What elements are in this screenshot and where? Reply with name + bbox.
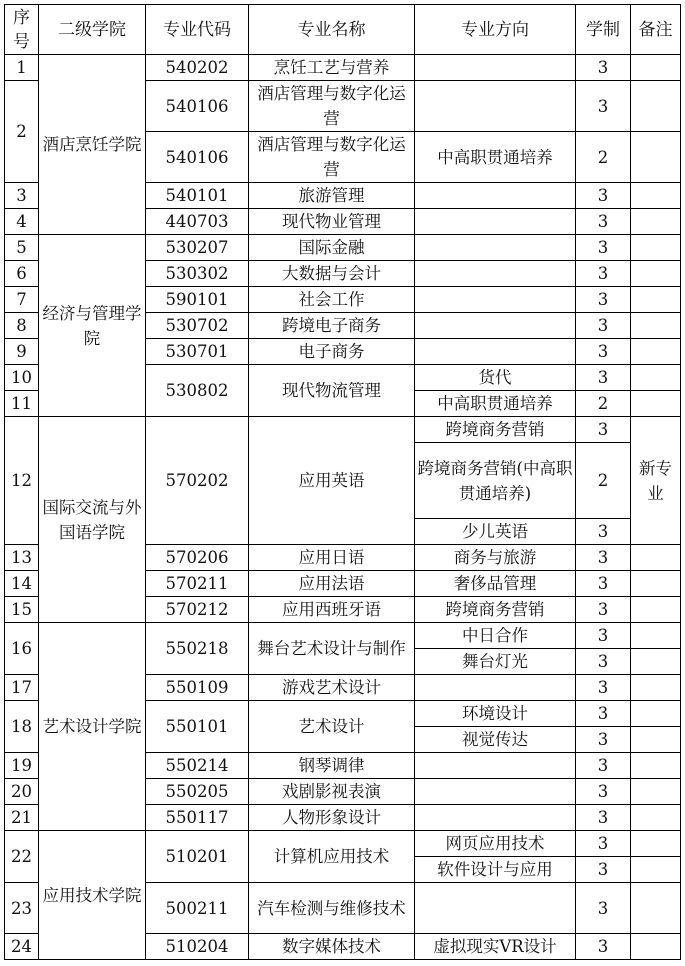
row-index: 8: [5, 313, 39, 339]
header-direction: 专业方向: [415, 5, 576, 55]
major-direction: [415, 81, 576, 132]
study-years: 3: [576, 805, 631, 831]
study-years: 2: [576, 391, 631, 417]
study-years: 3: [576, 727, 631, 753]
college-cell: 酒店烹饪学院: [39, 55, 146, 235]
study-years: 3: [576, 857, 631, 883]
note-cell: [631, 857, 681, 883]
study-years: 3: [576, 779, 631, 805]
major-name: 社会工作: [249, 287, 415, 313]
header-note: 备注: [631, 5, 681, 55]
major-code: 570202: [146, 417, 249, 545]
note-cell: [631, 261, 681, 287]
row-index: 22: [5, 831, 39, 883]
major-code: 530702: [146, 313, 249, 339]
note-cell: [631, 313, 681, 339]
major-direction: 跨境商务营销: [415, 417, 576, 443]
major-direction: 虚拟现实VR设计: [415, 934, 576, 960]
major-direction: [415, 55, 576, 81]
major-name: 现代物业管理: [249, 209, 415, 235]
major-code: 550218: [146, 623, 249, 675]
study-years: 2: [576, 132, 631, 183]
major-name: 数字媒体技术: [249, 934, 415, 960]
major-code: 590101: [146, 287, 249, 313]
study-years: 3: [576, 55, 631, 81]
major-code: 530701: [146, 339, 249, 365]
note-cell: [631, 132, 681, 183]
major-code: 540106: [146, 132, 249, 183]
major-code: 550117: [146, 805, 249, 831]
row-index: 21: [5, 805, 39, 831]
college-cell: 艺术设计学院: [39, 623, 146, 831]
row-index: 20: [5, 779, 39, 805]
note-cell: [631, 831, 681, 857]
header-row: [5, 5, 681, 55]
study-years: 3: [576, 261, 631, 287]
major-direction: 软件设计与应用: [415, 857, 576, 883]
major-code: 540202: [146, 55, 249, 81]
row-index: 13: [5, 545, 39, 571]
note-cell: [631, 597, 681, 623]
major-direction: [415, 313, 576, 339]
major-name: 电子商务: [249, 339, 415, 365]
header-code: 专业代码: [146, 5, 249, 55]
major-direction: 视觉传达: [415, 727, 576, 753]
major-direction: 少儿英语: [415, 519, 576, 545]
major-direction: [415, 261, 576, 287]
table-row: [5, 235, 681, 261]
major-code: 570211: [146, 571, 249, 597]
major-direction: 跨境商务营销(中高职贯通培养): [415, 443, 576, 519]
table-row: [5, 55, 681, 81]
note-cell: [631, 55, 681, 81]
majors-table: [4, 4, 681, 960]
note-cell: [631, 701, 681, 727]
major-code: 530302: [146, 261, 249, 287]
note-cell: [631, 235, 681, 261]
study-years: 3: [576, 339, 631, 365]
major-name: 游戏艺术设计: [249, 675, 415, 701]
major-name: 旅游管理: [249, 183, 415, 209]
table-row: [5, 623, 681, 649]
major-direction: 商务与旅游: [415, 545, 576, 571]
study-years: 3: [576, 545, 631, 571]
row-index: 5: [5, 235, 39, 261]
major-code: 540101: [146, 183, 249, 209]
study-years: 3: [576, 934, 631, 960]
row-index: 9: [5, 339, 39, 365]
major-code: 550205: [146, 779, 249, 805]
major-direction: 中日合作: [415, 623, 576, 649]
major-name: 应用西班牙语: [249, 597, 415, 623]
major-direction: 中高职贯通培养: [415, 391, 576, 417]
major-direction: [415, 287, 576, 313]
row-index: 11: [5, 391, 39, 417]
college-cell: 国际交流与外国语学院: [39, 417, 146, 623]
note-cell: [631, 571, 681, 597]
note-cell: [631, 675, 681, 701]
note-cell: [631, 649, 681, 675]
study-years: 3: [576, 701, 631, 727]
note-cell: [631, 81, 681, 132]
row-index: 17: [5, 675, 39, 701]
note-cell: 新专业: [631, 417, 681, 545]
major-direction: 奢侈品管理: [415, 571, 576, 597]
major-name: 应用日语: [249, 545, 415, 571]
major-code: 530802: [146, 365, 249, 417]
major-direction: 中高职贯通培养: [415, 132, 576, 183]
header-major: 专业名称: [249, 5, 415, 55]
study-years: 3: [576, 365, 631, 391]
header-college: 二级学院: [39, 5, 146, 55]
major-direction: [415, 753, 576, 779]
major-code: 530207: [146, 235, 249, 261]
header-index: 序号: [5, 5, 39, 55]
major-name: 艺术设计: [249, 701, 415, 753]
major-direction: [415, 675, 576, 701]
study-years: 3: [576, 81, 631, 132]
major-direction: 网页应用技术: [415, 831, 576, 857]
study-years: 3: [576, 519, 631, 545]
major-name: 人物形象设计: [249, 805, 415, 831]
major-direction: 环境设计: [415, 701, 576, 727]
major-name: 舞台艺术设计与制作: [249, 623, 415, 675]
major-direction: [415, 805, 576, 831]
note-cell: [631, 805, 681, 831]
row-index: 1: [5, 55, 39, 81]
major-code: 500211: [146, 883, 249, 934]
row-index: 23: [5, 883, 39, 934]
note-cell: [631, 183, 681, 209]
row-index: 4: [5, 209, 39, 235]
major-code: 540106: [146, 81, 249, 132]
major-code: 550109: [146, 675, 249, 701]
major-name: 钢琴调律: [249, 753, 415, 779]
major-direction: 货代: [415, 365, 576, 391]
college-cell: 经济与管理学院: [39, 235, 146, 417]
major-name: 计算机应用技术: [249, 831, 415, 883]
study-years: 3: [576, 313, 631, 339]
note-cell: [631, 727, 681, 753]
study-years: 3: [576, 209, 631, 235]
major-name: 汽车检测与维修技术: [249, 883, 415, 934]
row-index: 3: [5, 183, 39, 209]
study-years: 3: [576, 623, 631, 649]
row-index: 18: [5, 701, 39, 753]
note-cell: [631, 545, 681, 571]
note-cell: [631, 391, 681, 417]
major-code: 510204: [146, 934, 249, 960]
major-name: 应用法语: [249, 571, 415, 597]
row-index: 12: [5, 417, 39, 545]
row-index: 7: [5, 287, 39, 313]
row-index: 6: [5, 261, 39, 287]
major-name: 大数据与会计: [249, 261, 415, 287]
note-cell: [631, 753, 681, 779]
major-code: 570212: [146, 597, 249, 623]
major-name: 现代物流管理: [249, 365, 415, 417]
note-cell: [631, 287, 681, 313]
major-direction: [415, 209, 576, 235]
row-index: 10: [5, 365, 39, 391]
header-years: 学制: [576, 5, 631, 55]
study-years: 3: [576, 831, 631, 857]
major-code: 570206: [146, 545, 249, 571]
study-years: 3: [576, 571, 631, 597]
note-cell: [631, 339, 681, 365]
major-name: 戏剧影视表演: [249, 779, 415, 805]
major-direction: [415, 235, 576, 261]
note-cell: [631, 365, 681, 391]
row-index: 19: [5, 753, 39, 779]
note-cell: [631, 934, 681, 960]
major-direction: 跨境商务营销: [415, 597, 576, 623]
major-direction: [415, 339, 576, 365]
major-direction: 舞台灯光: [415, 649, 576, 675]
major-name: 烹饪工艺与营养: [249, 55, 415, 81]
study-years: 3: [576, 649, 631, 675]
note-cell: [631, 883, 681, 934]
major-direction: [415, 779, 576, 805]
study-years: 3: [576, 287, 631, 313]
major-code: 550214: [146, 753, 249, 779]
row-index: 16: [5, 623, 39, 675]
row-index: 15: [5, 597, 39, 623]
major-name: 应用英语: [249, 417, 415, 545]
major-name: 酒店管理与数字化运营: [249, 81, 415, 132]
study-years: 2: [576, 443, 631, 519]
study-years: 3: [576, 417, 631, 443]
major-direction: [415, 883, 576, 934]
note-cell: [631, 623, 681, 649]
major-name: 跨境电子商务: [249, 313, 415, 339]
major-name: 国际金融: [249, 235, 415, 261]
note-cell: [631, 209, 681, 235]
study-years: 3: [576, 235, 631, 261]
major-code: 550101: [146, 701, 249, 753]
major-name: 酒店管理与数字化运营: [249, 132, 415, 183]
major-direction: [415, 183, 576, 209]
row-index: 24: [5, 934, 39, 960]
study-years: 3: [576, 883, 631, 934]
study-years: 3: [576, 675, 631, 701]
table-row: [5, 417, 681, 443]
study-years: 3: [576, 597, 631, 623]
college-cell: 应用技术学院: [39, 831, 146, 960]
study-years: 3: [576, 753, 631, 779]
table-row: [5, 831, 681, 857]
major-code: 440703: [146, 209, 249, 235]
note-cell: [631, 779, 681, 805]
study-years: 3: [576, 183, 631, 209]
row-index: 14: [5, 571, 39, 597]
major-code: 510201: [146, 831, 249, 883]
row-index: 2: [5, 81, 39, 183]
